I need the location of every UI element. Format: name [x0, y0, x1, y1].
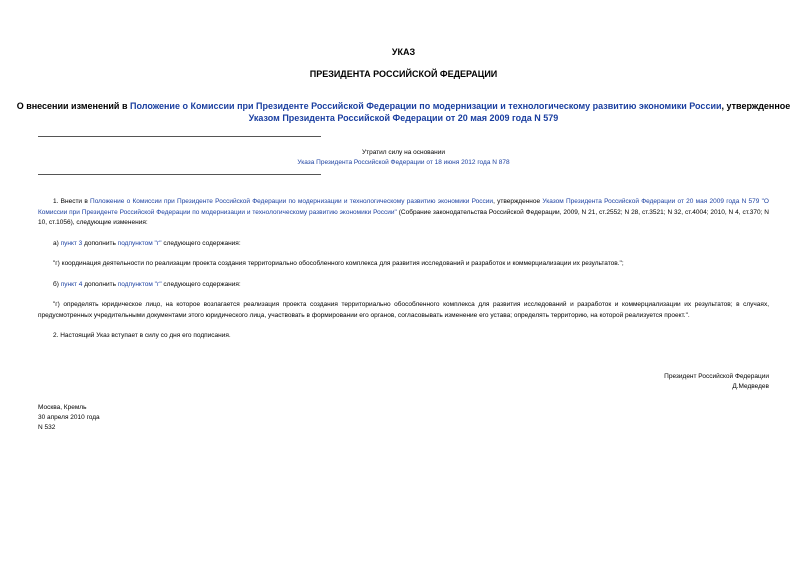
decree-number: N 532	[38, 424, 56, 431]
pb-mid: дополнить	[82, 280, 118, 288]
doc-title: УКАЗ	[391, 47, 416, 57]
pa-link-item3[interactable]: пункт 3	[60, 239, 83, 247]
heading-link-regulation[interactable]: Положение о Комиссии при Президенте Российской Федерации по модернизации и технологическому развитию экономики России	[129, 101, 722, 111]
divider-top	[38, 136, 321, 137]
divider-bottom	[38, 174, 321, 175]
void-note-text: Утратил силу на основании	[361, 149, 446, 156]
paragraph-1	[38, 197, 769, 229]
paragraph-a	[38, 239, 769, 250]
pb-link-item4[interactable]: пункт 4	[60, 280, 83, 288]
heading-mid: , утвержденное	[721, 101, 791, 111]
pa-end: следующего содержания:	[161, 239, 241, 247]
void-note	[230, 148, 577, 168]
pa-mid: дополнить	[82, 239, 118, 247]
pb-end: следующего содержания:	[161, 280, 241, 288]
pa-start: а)	[53, 239, 61, 247]
doc-subtitle: ПРЕЗИДЕНТА РОССИЙСКОЙ ФЕДЕРАЦИИ	[309, 69, 498, 79]
signature-title: Президент Российской Федерации	[664, 373, 769, 380]
signing-place: Москва, Кремль	[38, 404, 87, 411]
pb-link-subitem[interactable]: подпунктом "г"	[117, 280, 162, 288]
heading-link-decree[interactable]: Указом Президента Российской Федерации от 20 мая 2009 года N 579	[248, 113, 559, 123]
p1-mid1: , утвержденное	[493, 198, 543, 205]
p1-start: 1. Внести в	[53, 198, 91, 205]
pa-link-subitem[interactable]: подпунктом "г"	[117, 239, 162, 247]
doc-body	[38, 197, 769, 342]
pb-start: б)	[53, 280, 61, 288]
p1-link-decree[interactable]: Указом Президента Российской Федерации от 20 мая 2009 года N 579	[542, 198, 760, 205]
doc-heading	[0, 100, 807, 124]
paragraph-b-quote: "г) определять юридическое лицо, на которое возлагается реализация проекта создания территориально обособленного комплекса для развития исследований и разработок и коммерциализации их результатов; в случаях, предусмотренных учредительными документами этого юридического лица, участвовать в формировании его органов, согласовывать изменение его устава; определять территорию, на которой реализуется проект.".	[38, 301, 769, 319]
place-date-block	[38, 403, 100, 433]
p1-end: (Собрание законодательства Российской Федерации, 2009, N 21, ст.2552; N 28, ст.3521; N 32, ст.4004; 2010, N 4, ст.370; N 10, ст.1056), следующие изменения:	[38, 208, 769, 226]
void-note-link[interactable]: Указа Президента Российской Федерации от 18 июня 2012 года N 878	[297, 159, 510, 166]
signature-block	[664, 372, 769, 392]
heading-prefix: О внесении изменений в	[16, 101, 130, 111]
p1-link-commission[interactable]: "О Комиссии при Президенте Российской Федерации по модернизации и технологическому развитию экономики России"	[38, 198, 769, 216]
paragraph-b	[38, 280, 769, 291]
paragraph-a-quote: "г) координация деятельности по реализации проекта создания территориально обособленного комплекса для развития исследований и разработок и коммерциализации их результатов.";	[53, 260, 624, 267]
signing-date: 30 апреля 2010 года	[38, 414, 100, 421]
signature-name: Д.Медведев	[732, 383, 769, 390]
paragraph-2: 2. Настоящий Указ вступает в силу со дня его подписания.	[53, 332, 231, 339]
p1-link-regulation[interactable]: Положение о Комиссии при Президенте Российской Федерации по модернизации и технологическому развитию экономики России	[90, 198, 494, 205]
